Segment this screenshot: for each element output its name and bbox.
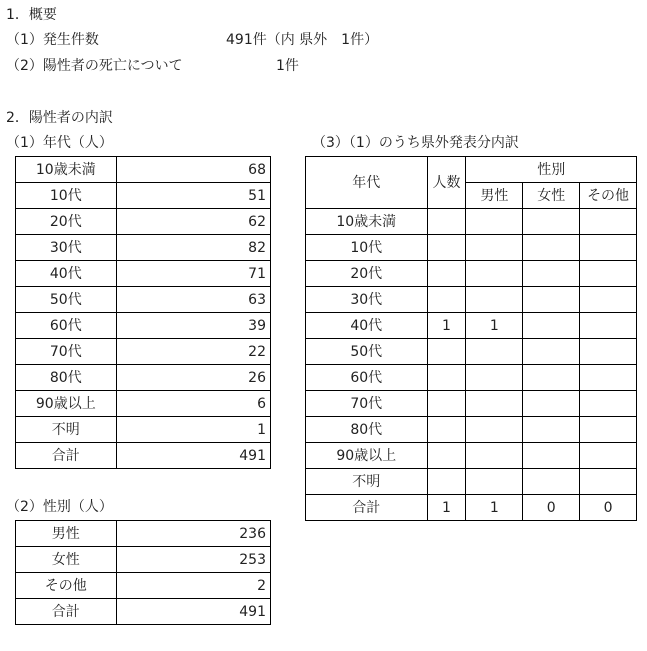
table-row	[16, 339, 271, 365]
outside-count-cell	[427, 391, 466, 417]
gender-table	[15, 520, 271, 625]
table-row	[306, 469, 637, 495]
outside-age-cell: 50代	[306, 339, 428, 365]
outside-count-cell	[427, 287, 466, 313]
outside-other-cell	[580, 287, 637, 313]
gender-value-cell: 253	[116, 547, 270, 573]
outside-count-cell	[427, 261, 466, 287]
outside-count-cell: 1	[427, 313, 466, 339]
gender-value-cell: 236	[116, 521, 270, 547]
age-value-cell: 51	[116, 183, 270, 209]
outside-female-cell	[523, 313, 580, 339]
outside-female-cell	[523, 469, 580, 495]
table-row	[306, 287, 637, 313]
outside-count-cell	[427, 235, 466, 261]
table-row	[16, 261, 271, 287]
header-other: その他	[580, 183, 637, 209]
outside-other-cell	[580, 235, 637, 261]
outside-female-cell	[523, 235, 580, 261]
table-row	[306, 339, 637, 365]
gender-value-cell: 491	[116, 599, 270, 625]
outside-age-cell: 40代	[306, 313, 428, 339]
age-value-cell: 82	[116, 235, 270, 261]
header-male: 男性	[466, 183, 523, 209]
age-label-cell: 30代	[16, 235, 117, 261]
outside-count-cell	[427, 209, 466, 235]
table-row	[306, 391, 637, 417]
header-age: 年代	[306, 157, 428, 209]
outside-age-cell: 90歳以上	[306, 443, 428, 469]
table-row	[306, 209, 637, 235]
outside-other-cell	[580, 391, 637, 417]
outside-age-cell: 80代	[306, 417, 428, 443]
outside-age-cell: 10歳未満	[306, 209, 428, 235]
outside-male-cell	[466, 391, 523, 417]
table-row	[306, 443, 637, 469]
table-row	[306, 365, 637, 391]
table-row	[16, 417, 271, 443]
age-label-cell: 80代	[16, 365, 117, 391]
table-row	[16, 287, 271, 313]
outside-age-cell: 30代	[306, 287, 428, 313]
outside-female-cell	[523, 339, 580, 365]
gender-label-cell: 女性	[16, 547, 117, 573]
outside-other-cell	[580, 365, 637, 391]
age-value-cell: 1	[116, 417, 270, 443]
outside-count-cell	[427, 339, 466, 365]
outside-age-cell: 20代	[306, 261, 428, 287]
table-row	[16, 157, 271, 183]
breakdown-heading: 2．陽性者の内訳	[6, 110, 113, 126]
death-label: （2）陽性者の死亡について	[6, 58, 183, 74]
outside-table-title: （3）（1）のうち県外発表分内訳	[312, 135, 519, 151]
outside-male-cell	[466, 287, 523, 313]
table-row	[16, 183, 271, 209]
outside-female-cell	[523, 287, 580, 313]
gender-label-cell: 男性	[16, 521, 117, 547]
outside-male-cell	[466, 469, 523, 495]
outside-male-cell	[466, 235, 523, 261]
table-row	[16, 547, 271, 573]
outside-female-cell	[523, 443, 580, 469]
outside-count-cell	[427, 469, 466, 495]
age-label-cell: 合計	[16, 443, 117, 469]
table-row	[16, 365, 271, 391]
death-value: 1件	[276, 58, 299, 74]
age-value-cell: 26	[116, 365, 270, 391]
age-label-cell: 90歳以上	[16, 391, 117, 417]
table-row	[306, 313, 637, 339]
table-row	[16, 599, 271, 625]
age-value-cell: 68	[116, 157, 270, 183]
age-label-cell: 60代	[16, 313, 117, 339]
outside-male-cell	[466, 443, 523, 469]
table-row	[306, 417, 637, 443]
age-value-cell: 22	[116, 339, 270, 365]
outside-other-cell	[580, 261, 637, 287]
gender-table-title: （2）性別（人）	[6, 499, 113, 515]
table-row	[16, 209, 271, 235]
age-value-cell: 39	[116, 313, 270, 339]
outside-male-cell	[466, 209, 523, 235]
table-row	[16, 573, 271, 599]
outside-other-cell	[580, 313, 637, 339]
outside-male-cell	[466, 339, 523, 365]
table-row	[16, 391, 271, 417]
header-female: 女性	[523, 183, 580, 209]
age-value-cell: 71	[116, 261, 270, 287]
table-row	[16, 313, 271, 339]
table-row	[16, 443, 271, 469]
age-value-cell: 491	[116, 443, 270, 469]
outside-count-cell: 1	[427, 495, 466, 521]
outside-female-cell	[523, 391, 580, 417]
gender-label-cell: その他	[16, 573, 117, 599]
age-label-cell: 40代	[16, 261, 117, 287]
outside-female-cell	[523, 261, 580, 287]
outside-other-cell	[580, 339, 637, 365]
age-table-title: （1）年代（人）	[6, 135, 113, 151]
outside-age-cell: 不明	[306, 469, 428, 495]
table-row	[16, 521, 271, 547]
outside-male-cell: 1	[466, 495, 523, 521]
age-value-cell: 6	[116, 391, 270, 417]
overview-heading: 1．概要	[6, 7, 57, 23]
outside-age-cell: 合計	[306, 495, 428, 521]
table-row	[16, 235, 271, 261]
gender-label-cell: 合計	[16, 599, 117, 625]
outside-female-cell	[523, 209, 580, 235]
table-row	[306, 261, 637, 287]
outside-male-cell: 1	[466, 313, 523, 339]
case-count-value: 491件（内 県外 1件）	[226, 32, 379, 48]
outside-male-cell	[466, 417, 523, 443]
age-label-cell: 不明	[16, 417, 117, 443]
outside-age-cell: 10代	[306, 235, 428, 261]
age-table	[15, 156, 271, 469]
gender-value-cell: 2	[116, 573, 270, 599]
table-row	[306, 495, 637, 521]
outside-count-cell	[427, 417, 466, 443]
outside-other-cell: 0	[580, 495, 637, 521]
age-label-cell: 10代	[16, 183, 117, 209]
age-label-cell: 70代	[16, 339, 117, 365]
outside-female-cell	[523, 417, 580, 443]
age-label-cell: 20代	[16, 209, 117, 235]
outside-female-cell: 0	[523, 495, 580, 521]
outside-female-cell	[523, 365, 580, 391]
outside-table	[305, 156, 637, 521]
age-value-cell: 63	[116, 287, 270, 313]
outside-other-cell	[580, 209, 637, 235]
outside-male-cell	[466, 261, 523, 287]
age-label-cell: 10歳未満	[16, 157, 117, 183]
outside-other-cell	[580, 443, 637, 469]
header-gender: 性別	[466, 157, 637, 183]
outside-other-cell	[580, 469, 637, 495]
case-count-label: （1）発生件数	[6, 32, 99, 48]
outside-age-cell: 60代	[306, 365, 428, 391]
outside-male-cell	[466, 365, 523, 391]
outside-count-cell	[427, 365, 466, 391]
header-count: 人数	[427, 157, 466, 209]
age-value-cell: 62	[116, 209, 270, 235]
age-label-cell: 50代	[16, 287, 117, 313]
table-row	[306, 235, 637, 261]
outside-age-cell: 70代	[306, 391, 428, 417]
outside-count-cell	[427, 443, 466, 469]
outside-other-cell	[580, 417, 637, 443]
